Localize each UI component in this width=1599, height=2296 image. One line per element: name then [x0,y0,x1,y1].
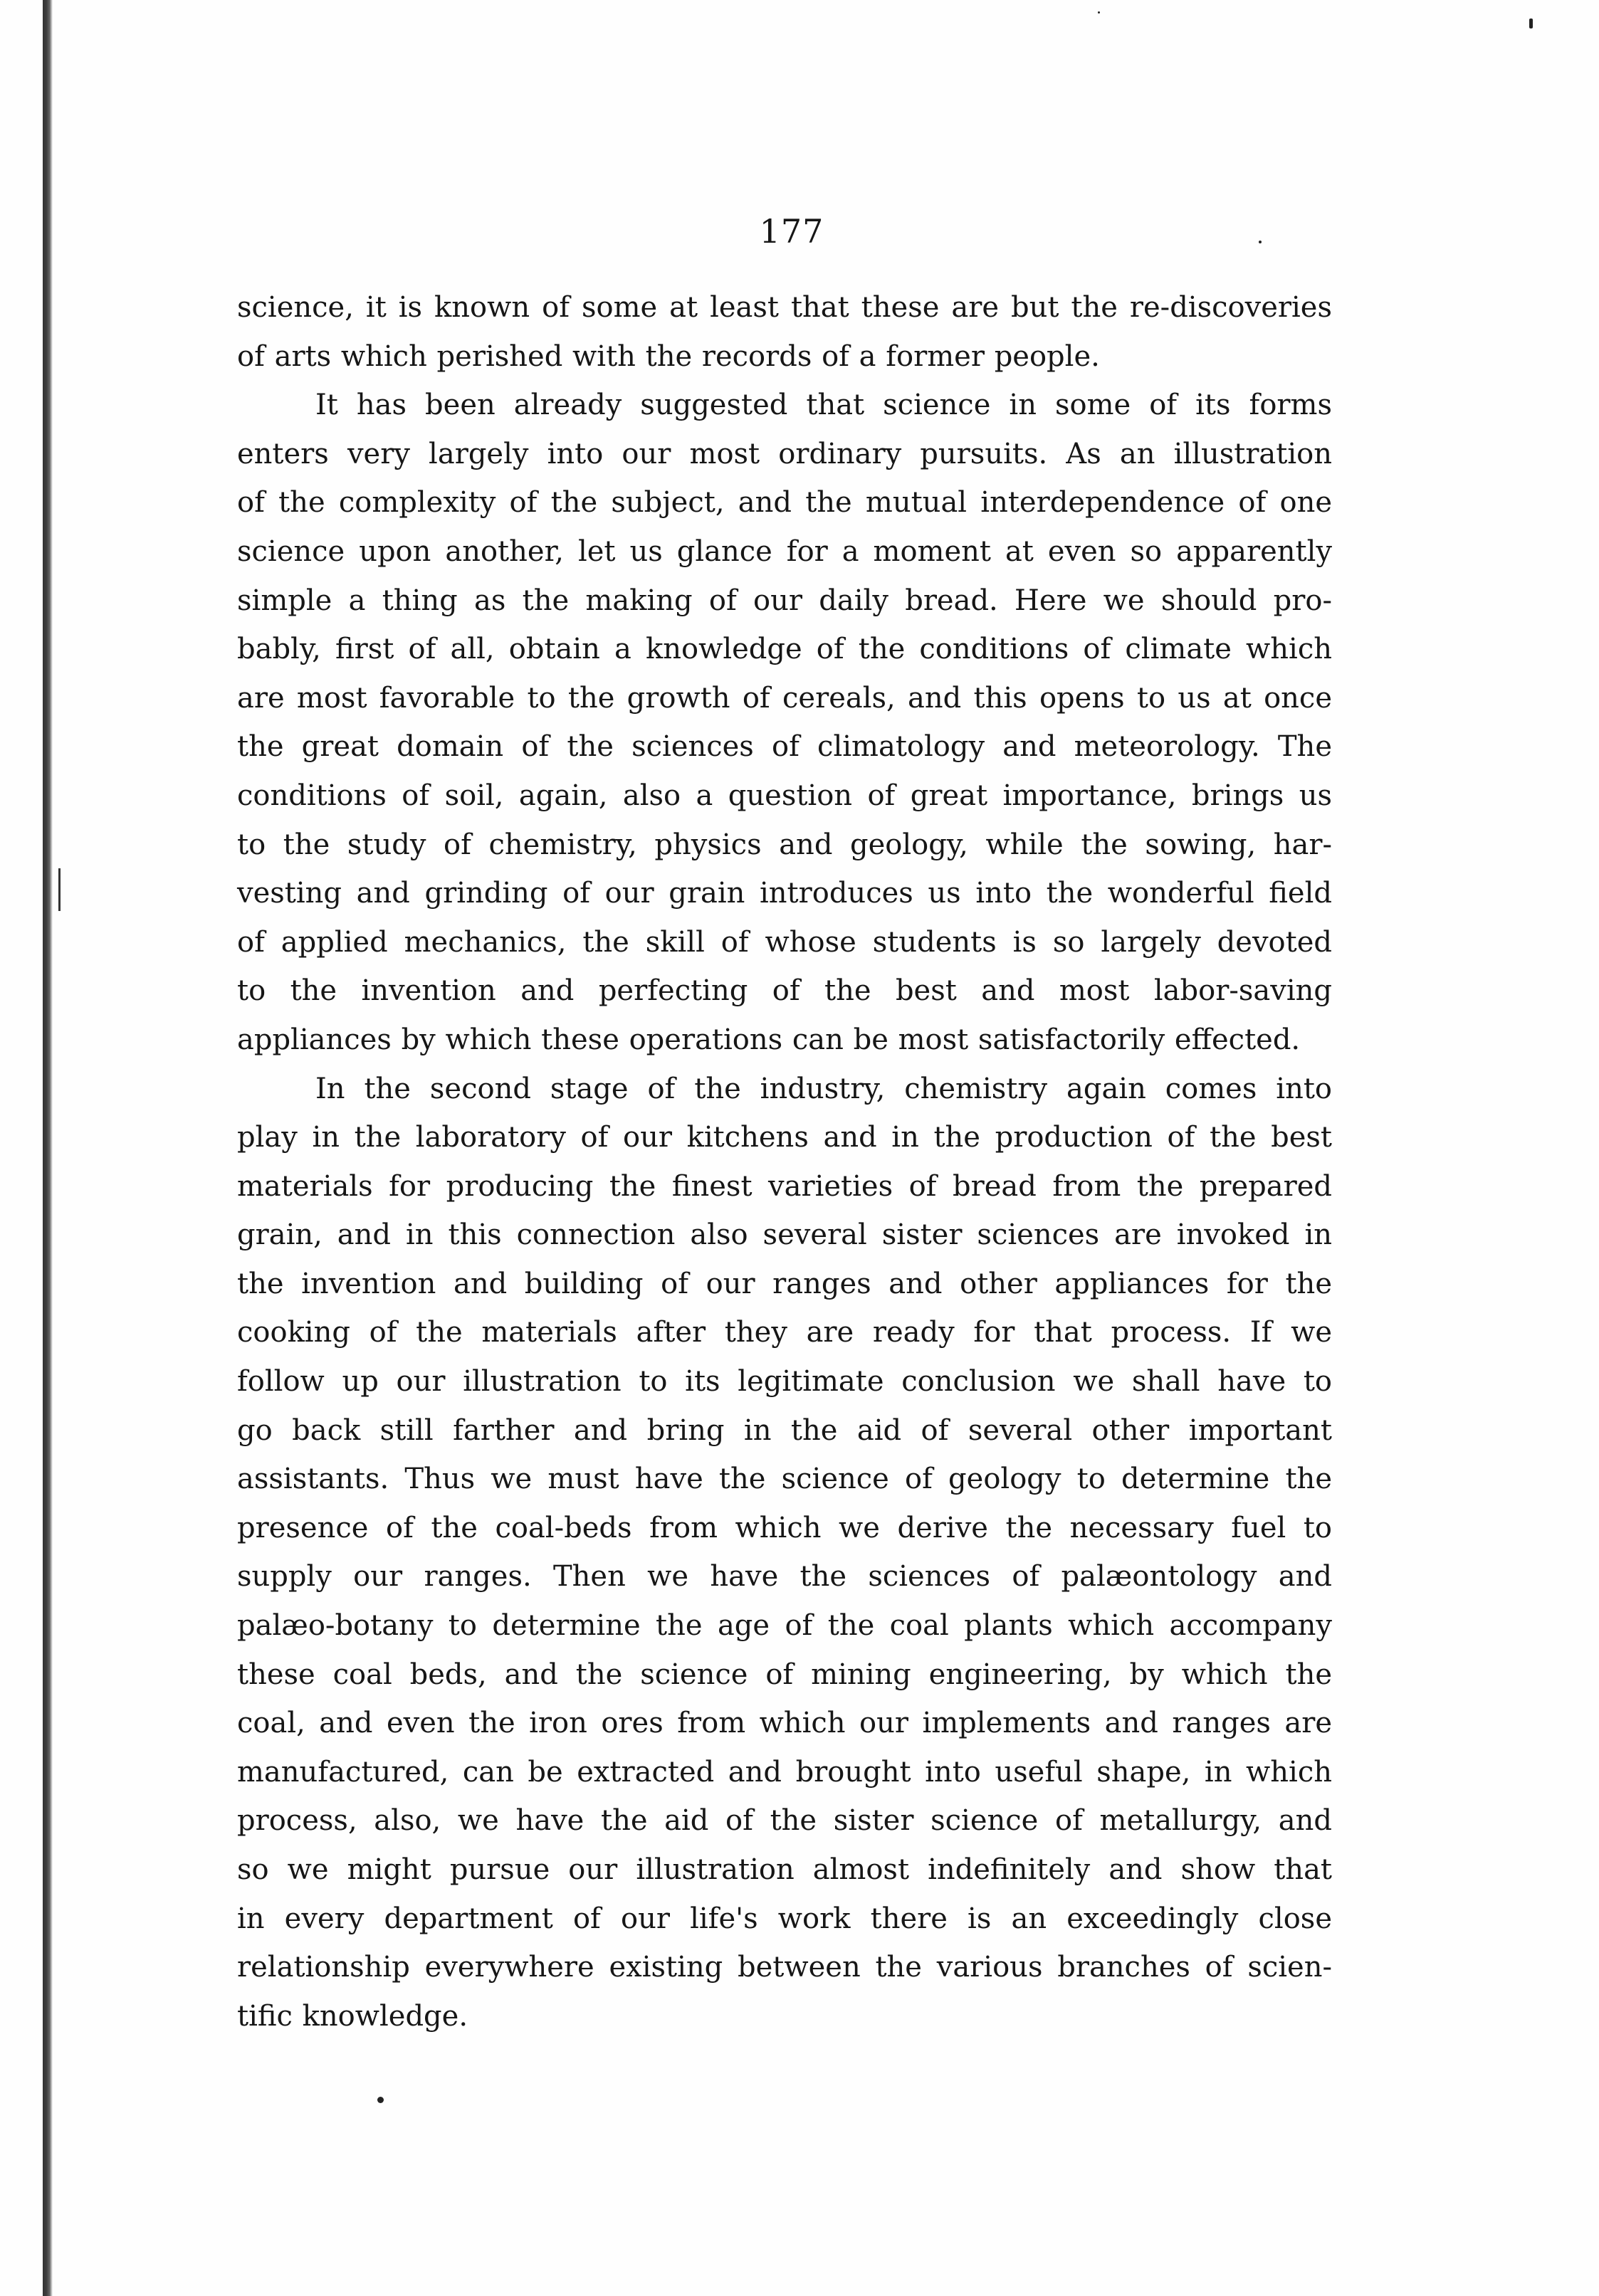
text-line: in every department of our life's work there is an exceedingly close [237,1902,1332,1935]
text-line: presence of the coal-beds from which we derive the necessary fuel to [237,1511,1332,1544]
text-line: simple a thing as the making of our daily bread. Here we should pro- [237,584,1332,617]
text-line: of applied mechanics, the skill of whose students is so largely devoted [237,925,1332,959]
text-line: go back still farther and bring in the aid of several other important [237,1413,1332,1447]
text-line: relationship everywhere existing between the various branches of scien- [237,1951,1332,1984]
body-text [237,283,1332,2040]
text-line: It has been already suggested that science in some of its forms [315,389,1332,422]
text-line: so we might pursue our illustration almost indefinitely and show that [237,1853,1332,1886]
text-line: coal, and even the iron ores from which our implements and ranges are [237,1707,1332,1740]
text-line: appliances by which these operations can be most satisfactorily effected. [237,1023,1301,1056]
text-line: to the study of chemistry, physics and geology, while the sowing, har- [237,828,1332,861]
text-line: play in the laboratory of our kitchens and in the production of the best [237,1121,1332,1154]
text-line: conditions of soil, again, also a question of great importance, brings us [237,779,1332,812]
text-line: cooking of the materials after they are ready for that process. If we [237,1316,1332,1349]
text-line: the invention and building of our ranges and other appliances for the [237,1267,1332,1300]
text-line: of the complexity of the subject, and the mutual interdependence of one [237,486,1332,520]
scan-speck [1098,11,1100,14]
text-line: the great domain of the sciences of climatology and meteorology. The [237,730,1332,764]
scan-speck [1259,241,1262,243]
text-line: tific knowledge. [237,1999,468,2033]
text-line: palæo-botany to determine the age of the coal plants which accompany [237,1609,1332,1643]
page-number: 177 [759,212,824,251]
text-line: enters very largely into our most ordinary pursuits. As an illustration [237,437,1332,470]
text-line: these coal beds, and the science of mining engineering, by which the [237,1658,1332,1691]
text-line: of arts which perished with the records of a former people. [237,339,1100,373]
text-line: materials for producing the finest varieties of bread from the prepared [237,1169,1332,1203]
text-line: science, it is known of some at least that these are but the re-discoveries [237,291,1332,324]
text-line: manufactured, can be extracted and brought into useful shape, in which [237,1755,1332,1789]
scan-speck [377,2097,384,2103]
text-line: In the second stage of the industry, chemistry again comes into [315,1072,1332,1105]
scan-speck [1529,19,1533,28]
text-line: to the invention and perfecting of the best and most labor-saving [237,974,1332,1008]
text-line: process, also, we have the aid of the sister science of metallurgy, and [237,1804,1332,1838]
text-line: supply our ranges. Then we have the sciences of palæontology and [237,1560,1332,1594]
text-line: grain, and in this connection also several sister sciences are invoked in [237,1218,1332,1252]
text-line: assistants. Thus we must have the science of geology to determine the [237,1463,1332,1496]
binding-mark [58,868,61,911]
text-line: vesting and grinding of our grain introduces us into the wonderful field [237,877,1332,910]
text-line: bably, first of all, obtain a knowledge of the conditions of climate which [237,633,1332,666]
text-line: science upon another, let us glance for a moment at even so apparently [237,534,1332,568]
text-line: follow up our illustration to its legitimate conclusion we shall have to [237,1365,1332,1399]
binding-edge [43,0,53,2296]
text-line: are most favorable to the growth of cereals, and this opens to us at once [237,681,1332,715]
